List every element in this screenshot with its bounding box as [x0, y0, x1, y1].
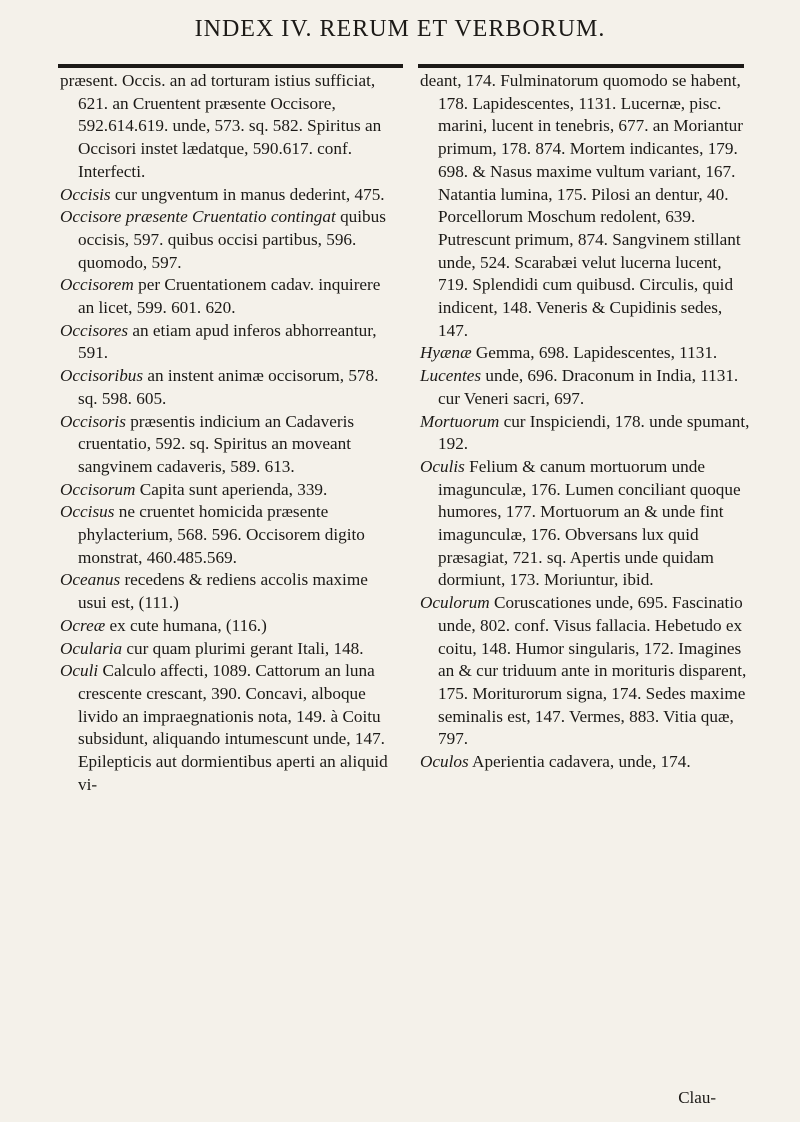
index-entry — [60, 411, 398, 479]
index-entry — [60, 638, 398, 661]
entry-text: recedens & rediens accolis maxime usui est, (111.) — [78, 570, 368, 613]
index-entry — [60, 569, 398, 614]
entry-headword: Oculorum — [420, 593, 490, 613]
entry-headword: Hyænæ — [420, 343, 472, 363]
entry-headword: Mortuorum — [420, 411, 500, 431]
entry-text: Capita sunt aperienda, 339. — [135, 479, 328, 499]
index-entry — [60, 660, 398, 796]
entry-headword: Oculis — [420, 456, 465, 476]
entry-headword: Occisores — [60, 320, 129, 340]
entry-headword: Occisus — [60, 502, 115, 522]
entry-text: Gemma, 698. Lapidescentes, 1131. — [471, 343, 718, 363]
entry-headword: Occisoris — [60, 411, 126, 431]
entry-headword: Lucentes — [420, 366, 482, 386]
entry-text: per Cruentationem cadav. inquirere an licet, 599. 601. 620. — [78, 275, 381, 318]
entry-text: unde, 696. Draconum in India, 1131. cur Veneri sacri, 697. — [438, 366, 739, 408]
index-entry — [60, 70, 398, 184]
entry-text: deant, 174. Fulminatorum quomodo se habent, 178. Lapidescentes, 1131. Lucernæ, pisc. marini, lucent in tenebris, 677. an Moriantur primum, 178. 874. Mortem indicantes, 179. 698. & Nasus maxime vultum variant, 167. Natantia lumina, 175. Pilosi an dentur, 40. Porcellorum Moschum redolent, 639. Putrescunt primum, 874. Sangvinem stillant unde, 524. Scarabæi velut lucerna lucent, 719. Splendidi cum quibusd. Circulis, quid indicent, 148. Veneris & Cupidinis sedes, 147. — [420, 71, 744, 340]
index-entry — [60, 184, 398, 207]
entry-text: cur ungventum in manus dederint, 475. — [110, 184, 385, 204]
page-header: INDEX IV. RERUM ET VERBORUM. — [194, 16, 606, 42]
index-entry — [60, 615, 398, 638]
index-entry — [60, 320, 398, 365]
index-entry — [60, 479, 398, 502]
index-entry — [420, 592, 750, 751]
index-entry — [420, 365, 750, 410]
entry-text: quibus occisis, 597. quibus occisi partibus, 596. quomodo, 597. — [78, 207, 386, 272]
entry-headword: Oceanus — [60, 570, 121, 590]
index-entry — [420, 411, 750, 456]
catchword: Clau- — [678, 1088, 716, 1107]
index-entry — [60, 365, 398, 410]
index-entry — [420, 456, 750, 592]
entry-text: ne cruentet homicida præsente phylacterium, 568. 596. Occisorem digito monstrat, 460.485.569. — [78, 502, 365, 567]
entry-text: cur Inspiciendi, 178. unde spumant, 192. — [438, 411, 750, 454]
entry-text: an etiam apud inferos abhorreantur, 591. — [78, 320, 377, 363]
index-entry — [420, 342, 750, 365]
entry-text: Coruscationes unde, 695. Fascinatio unde, 802. conf. Visus fallacia. Hebetudo ex coitu, 148. Humor singularis, 172. Imagines an & cur triduum ante in morituris disparent, 175. Moriturorum signa, 174. Sedes maxime seminalis est, 147. Vermes, 883. Vitia quæ, 797. — [438, 593, 747, 749]
index-entry — [60, 206, 398, 274]
entry-headword: Occisorem — [60, 275, 134, 295]
header-rule-right — [418, 64, 744, 68]
index-entry — [420, 70, 750, 342]
index-entry — [420, 751, 750, 774]
entry-headword: Occisoribus — [60, 366, 144, 386]
entry-headword: Ocreæ — [60, 615, 106, 635]
entry-text: præsentis indicium an Cadaveris cruentatio, 592. sq. Spiritus an moveant sangvinem cadaveris, 589. 613. — [78, 411, 355, 476]
entry-headword: Occisis — [60, 184, 111, 204]
entry-headword: Oculi — [60, 661, 99, 681]
entry-headword: Occisorum — [60, 479, 136, 499]
index-entry — [60, 274, 398, 319]
entry-text: præsent. Occis. an ad torturam istius sufficiat, 621. an Cruentent præsente Occisore, 592.614.619. unde, 573. sq. 582. Spiritus an Occisori instet lædatque, 590.617. conf. Interfecti. — [60, 71, 382, 181]
left-column — [60, 70, 398, 1102]
entry-text: Calculo affecti, 1089. Cattorum an luna crescente crescant, 390. Concavi, alboque livido an impraegnationis nota, 149. à Coitu subsidunt, aliquando intumescunt unde, 147. Epilepticis aut dormientibus aperti an aliquid vi- — [78, 661, 388, 794]
entry-text: cur quam plurimi gerant Itali, 148. — [122, 638, 364, 658]
entry-headword: Oculos — [420, 752, 469, 772]
entry-text: an instent animæ occisorum, 578. sq. 598. 605. — [78, 366, 379, 408]
entry-headword: Occisore præsente Cruentatio contingat — [60, 207, 336, 227]
entry-headword: Ocularia — [60, 638, 123, 658]
entry-text: Felium & canum mortuorum unde imagunculæ, 176. Lumen conciliant quoque humores, 177. Mortuorum an & unde fint imagunculæ, 176. Obversans lux quid præsagiat, 721. sq. Apertis unde quidam dormiunt, 173. Moriuntur, ibid. — [438, 456, 741, 590]
right-column — [420, 70, 750, 1102]
entry-text: ex cute humana, (116.) — [105, 615, 267, 635]
entry-text: Aperientia cadavera, unde, 174. — [468, 752, 691, 772]
index-entry — [60, 501, 398, 569]
header-rule-left — [58, 64, 403, 68]
